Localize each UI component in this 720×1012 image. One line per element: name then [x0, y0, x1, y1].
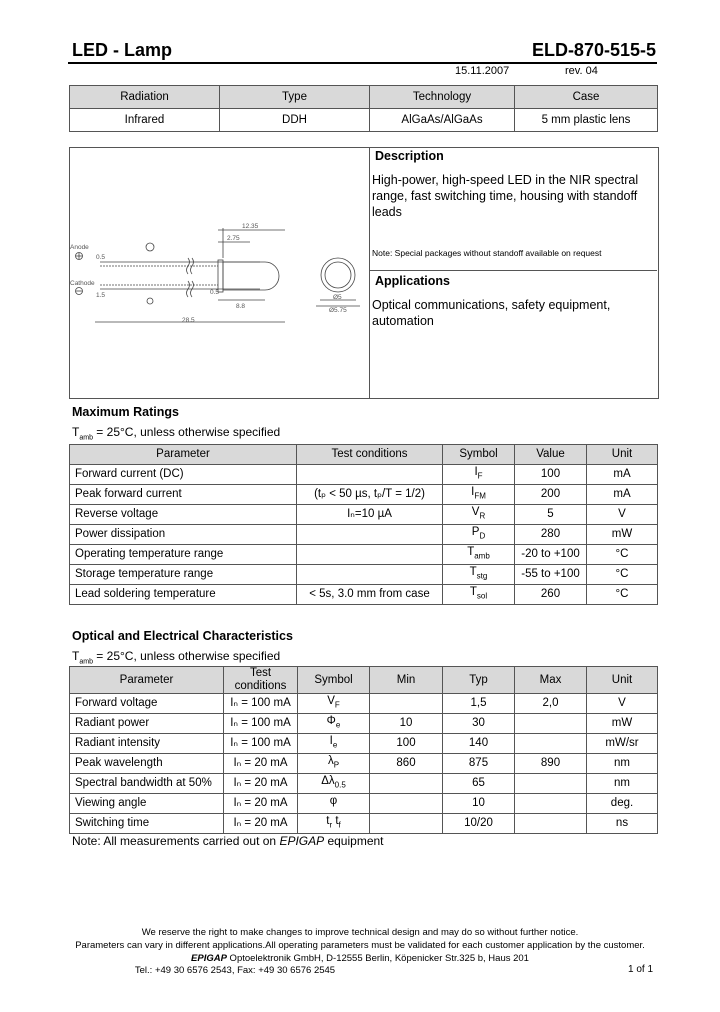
max-header-value: Value	[515, 445, 587, 465]
table-row	[70, 774, 658, 794]
symbol-cell: $T_{amb}$	[443, 545, 515, 565]
condition-cell: < 5s, 3.0 mm from case	[297, 585, 443, 605]
document-title: LED - Lamp	[72, 40, 173, 60]
dim-4: 1.5	[96, 292, 106, 299]
condition-cell: Iₙ=10 µA	[297, 505, 443, 525]
summary-header-technology: Technology	[370, 86, 515, 109]
typ-cell: 30	[443, 714, 515, 734]
measurement-note: Note: All measurements carried out on EPIGAP equipment	[72, 834, 384, 848]
page-number: 1 of 1	[628, 964, 654, 975]
condition-cell: Iₙ = 20 mA	[224, 814, 298, 834]
max-ratings-condition: $T_{amb} = 25^\circ C$, unless otherwise specified	[72, 425, 281, 442]
symbol-cell: $P_D$	[443, 525, 515, 545]
symbol-cell: $V_R$	[443, 505, 515, 525]
summary-type: DDH	[220, 109, 370, 132]
unit-cell: mW	[587, 714, 658, 734]
unit-cell: V	[587, 694, 658, 714]
description-note: Note: Special packages without standoff available on request	[372, 248, 602, 258]
max-header-unit: Unit	[587, 445, 658, 465]
typ-cell: 875	[443, 754, 515, 774]
optical-condition: $T_{amb} = 25^\circ C$, unless otherwise specified	[72, 649, 281, 666]
value-cell: -55 to +100	[515, 565, 587, 585]
opt-header-conditions: Test conditions	[224, 667, 298, 694]
table-row	[70, 525, 658, 545]
summary-radiation: Infrared	[70, 109, 220, 132]
param-cell: Radiant power	[70, 714, 224, 734]
table-row	[70, 794, 658, 814]
footer-line-3: EPIGAP Optoelektronik GmbH, D-12555 Berlin, Köpenicker Str.325 b, Haus 201	[191, 953, 529, 964]
max-header-parameter: Parameter	[70, 445, 297, 465]
opt-header-max: Max	[515, 667, 587, 694]
min-cell: 100	[370, 734, 443, 754]
table-row	[70, 585, 658, 605]
condition-cell	[297, 545, 443, 565]
value-cell: -20 to +100	[515, 545, 587, 565]
value-cell: 100	[515, 465, 587, 485]
condition-cell	[297, 465, 443, 485]
table-row	[70, 814, 658, 834]
table-row	[70, 465, 658, 485]
typ-cell: 10	[443, 794, 515, 814]
condition-cell: Iₙ = 20 mA	[224, 794, 298, 814]
dim-7: 28.5	[182, 317, 195, 324]
symbol-cell: φ	[298, 794, 370, 814]
optical-heading: Optical and Electrical Characteristics	[72, 629, 293, 643]
symbol-cell: $I_e$	[298, 734, 370, 754]
symbol-cell: $\Phi_e$	[298, 714, 370, 734]
anode-label: Anode	[70, 244, 89, 251]
info-box-divider-h	[369, 270, 657, 271]
max-cell	[515, 714, 587, 734]
table-row	[70, 754, 658, 774]
param-cell: Spectral bandwidth at 50%	[70, 774, 224, 794]
unit-cell: deg.	[587, 794, 658, 814]
footer-line-1: We reserve the right to make changes to improve technical design and may do so without further notice.	[141, 927, 579, 938]
min-cell: 860	[370, 754, 443, 774]
dim-2: 2.75	[227, 235, 240, 242]
unit-cell: nm	[587, 754, 658, 774]
unit-cell: mA	[587, 485, 658, 505]
max-header-conditions: Test conditions	[297, 445, 443, 465]
condition-cell: Iₙ = 100 mA	[224, 714, 298, 734]
applications-text: Optical communications, safety equipment, automation	[372, 298, 611, 328]
symbol-cell: $I_F$	[443, 465, 515, 485]
value-cell: 280	[515, 525, 587, 545]
table-row	[70, 734, 658, 754]
param-cell: Storage temperature range	[70, 565, 297, 585]
opt-header-parameter: Parameter	[70, 667, 224, 694]
symbol-cell: $T_{stg}$	[443, 565, 515, 585]
unit-cell: mW/sr	[587, 734, 658, 754]
condition-cell	[297, 525, 443, 545]
table-row	[70, 485, 658, 505]
description-heading: Description	[375, 149, 444, 163]
min-cell	[370, 794, 443, 814]
summary-case: 5 mm plastic lens	[515, 109, 658, 132]
description-text: High-power, high-speed LED in the NIR spectral range, fast switching time, housing with standoff leads	[372, 173, 639, 219]
dim-8: Ø5	[333, 294, 342, 301]
summary-technology: AlGaAs/AlGaAs	[370, 109, 515, 132]
symbol-cell: $\Delta\lambda_{0.5}$	[298, 774, 370, 794]
opt-header-min: Min	[370, 667, 443, 694]
symbol-cell: $t_r$ $t_f$	[298, 814, 370, 834]
part-number: ELD-870-515-5	[531, 40, 656, 60]
min-cell	[370, 774, 443, 794]
value-cell: 260	[515, 585, 587, 605]
summary-header-case: Case	[515, 86, 658, 109]
header-rule	[68, 62, 657, 64]
opt-header-typ: Typ	[443, 667, 515, 694]
dim-6: 0.5	[210, 289, 220, 296]
typ-cell: 10/20	[443, 814, 515, 834]
dim-1: 12.35	[242, 223, 259, 230]
condition-cell: Iₙ = 100 mA	[224, 694, 298, 714]
info-box-divider	[369, 147, 370, 399]
symbol-cell: $I_{FM}$	[443, 485, 515, 505]
param-cell: Reverse voltage	[70, 505, 297, 525]
condition-cell	[297, 565, 443, 585]
max-ratings-body	[70, 465, 658, 605]
unit-cell: nm	[587, 774, 658, 794]
table-row	[70, 565, 658, 585]
dim-9: Ø5.75	[329, 307, 347, 314]
opt-header-symbol: Symbol	[298, 667, 370, 694]
value-cell: 200	[515, 485, 587, 505]
value-cell: 5	[515, 505, 587, 525]
min-cell	[370, 694, 443, 714]
condition-cell: Iₙ = 100 mA	[224, 734, 298, 754]
table-row	[70, 545, 658, 565]
unit-cell: mW	[587, 525, 658, 545]
max-cell: 890	[515, 754, 587, 774]
param-cell: Forward current (DC)	[70, 465, 297, 485]
min-cell	[370, 814, 443, 834]
optical-body	[70, 694, 658, 834]
summary-table	[69, 85, 658, 132]
symbol-cell: $\lambda_P$	[298, 754, 370, 774]
max-cell	[515, 814, 587, 834]
unit-cell: °C	[587, 565, 658, 585]
param-cell: Forward voltage	[70, 694, 224, 714]
condition-cell: Iₙ = 20 mA	[224, 754, 298, 774]
applications-heading: Applications	[375, 274, 451, 288]
unit-cell: °C	[587, 585, 658, 605]
max-cell	[515, 734, 587, 754]
table-row	[70, 714, 658, 734]
min-cell: 10	[370, 714, 443, 734]
dim-3: 0.5	[96, 254, 106, 261]
symbol-cell: $T_{sol}$	[443, 585, 515, 605]
symbol-cell: $V_F$	[298, 694, 370, 714]
unit-cell: V	[587, 505, 658, 525]
max-ratings-table	[69, 444, 658, 605]
condition-cell: (tₚ < 50 µs, tₚ/T = 1/2)	[297, 485, 443, 505]
opt-header-unit: Unit	[587, 667, 658, 694]
typ-cell: 140	[443, 734, 515, 754]
footer-line-2: Parameters can vary in different applications.All operating parameters must be validated for each customer application by the customer.	[75, 940, 645, 951]
max-cell	[515, 794, 587, 814]
dim-5: 8.8	[236, 303, 246, 310]
param-cell: Lead soldering temperature	[70, 585, 297, 605]
max-cell: 2,0	[515, 694, 587, 714]
table-row	[70, 505, 658, 525]
max-ratings-heading: Maximum Ratings	[72, 405, 179, 419]
param-cell: Power dissipation	[70, 525, 297, 545]
max-cell	[515, 774, 587, 794]
cathode-label: Cathode	[70, 280, 95, 287]
unit-cell: °C	[587, 545, 658, 565]
typ-cell: 1,5	[443, 694, 515, 714]
summary-header-radiation: Radiation	[70, 86, 220, 109]
param-cell: Peak wavelength	[70, 754, 224, 774]
param-cell: Radiant intensity	[70, 734, 224, 754]
max-header-symbol: Symbol	[443, 445, 515, 465]
summary-header-type: Type	[220, 86, 370, 109]
led-dimension-drawing	[70, 148, 368, 397]
typ-cell: 65	[443, 774, 515, 794]
param-cell: Viewing angle	[70, 794, 224, 814]
document-date: 15.11.2007	[455, 65, 510, 77]
unit-cell: ns	[587, 814, 658, 834]
optical-table	[69, 666, 658, 834]
param-cell: Switching time	[70, 814, 224, 834]
document-revision: rev. 04	[565, 65, 598, 77]
condition-cell: Iₙ = 20 mA	[224, 774, 298, 794]
unit-cell: mA	[587, 465, 658, 485]
footer-line-4: Tel.: +49 30 6576 2543, Fax: +49 30 6576 2545	[134, 965, 336, 976]
table-row	[70, 694, 658, 714]
param-cell: Operating temperature range	[70, 545, 297, 565]
param-cell: Peak forward current	[70, 485, 297, 505]
